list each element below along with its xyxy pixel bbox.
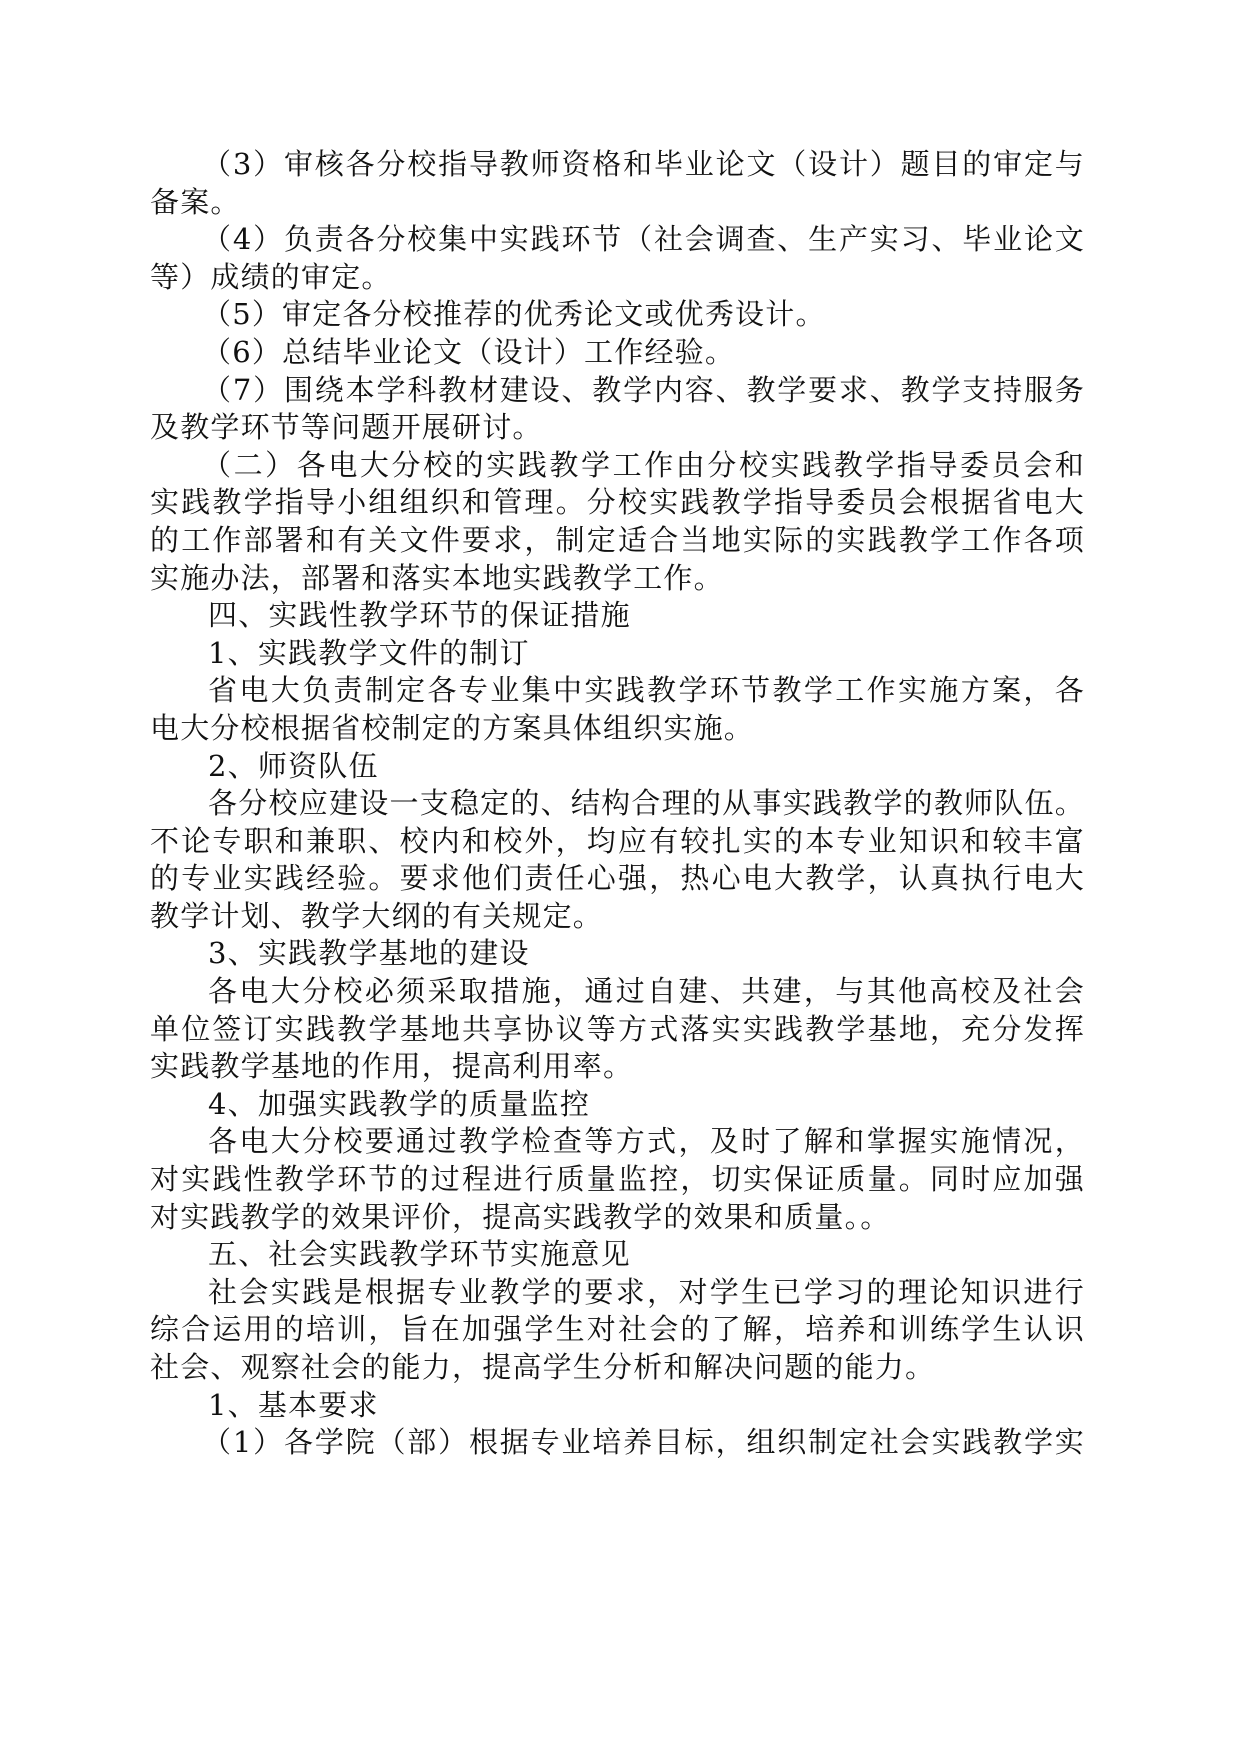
text-line: 对实践教学的效果评价，提高实践教学的效果和质量。。 [150, 1199, 891, 1234]
text-line: 各电大分校要通过教学检查等方式，及时了解和掌握实施情况， [208, 1124, 1085, 1159]
text-line: （6）总结毕业论文（设计）工作经验。 [202, 334, 736, 369]
text-line: 的专业实践经验。要求他们责任心强，热心电大教学，认真执行电大 [150, 861, 1085, 896]
text-line: 2、师资队伍 [208, 748, 379, 783]
text-line: （7）围绕本学科教材建设、教学内容、教学要求、教学支持服务 [202, 372, 1085, 407]
text-line: 实践教学指导小组组织和管理。分校实践教学指导委员会根据省电大 [150, 485, 1085, 520]
text-line: 四、实践性教学环节的保证措施 [208, 598, 631, 633]
text-line: 3、实践教学基地的建设 [208, 936, 530, 971]
text-line: 对实践性教学环节的过程进行质量监控，切实保证质量。同时应加强 [150, 1162, 1085, 1197]
text-line: 社会、观察社会的能力，提高学生分析和解决问题的能力。 [150, 1350, 936, 1384]
text-line: 五、社会实践教学环节实施意见 [208, 1237, 631, 1272]
text-line: 社会实践是根据专业教学的要求，对学生已学习的理论知识进行 [208, 1274, 1085, 1309]
text-line: （5）审定各分校推荐的优秀论文或优秀设计。 [202, 297, 826, 332]
text-line: 1、基本要求 [208, 1387, 379, 1422]
text-line: 电大分校根据省校制定的方案具体组织实施。 [150, 710, 755, 745]
text-line: 等）成绩的审定。 [150, 259, 392, 294]
text-line: 及教学环节等问题开展研讨。 [150, 410, 543, 445]
text-line: 各电大分校必须采取措施，通过自建、共建，与其他高校及社会 [208, 974, 1085, 1009]
text-line: 省电大负责制定各专业集中实践教学环节教学工作实施方案，各 [208, 673, 1085, 708]
text-line: 教学计划、教学大纲的有关规定。 [150, 898, 604, 933]
document-body [150, 146, 1085, 1462]
text-line: （二）各电大分校的实践教学工作由分校实践教学指导委员会和 [202, 447, 1085, 482]
text-line: 的工作部署和有关文件要求，制定适合当地实际的实践教学工作各项 [150, 522, 1085, 557]
text-line: 实施办法，部署和落实本地实践教学工作。 [150, 560, 724, 595]
text-line: 4、加强实践教学的质量监控 [208, 1086, 591, 1121]
text-line: 1、实践教学文件的制订 [208, 635, 530, 670]
text-line: 单位签订实践教学基地共享协议等方式落实实践教学基地，充分发挥 [150, 1011, 1085, 1046]
text-line: 备案。 [150, 184, 241, 219]
text-line: （1）各学院（部）根据专业培养目标，组织制定社会实践教学实 [202, 1425, 1085, 1460]
text-line: 各分校应建设一支稳定的、结构合理的从事实践教学的教师队伍。 [208, 786, 1085, 821]
text-line: 不论专职和兼职、校内和校外，均应有较扎实的本专业知识和较丰富 [150, 823, 1085, 858]
text-line: （4）负责各分校集中实践环节（社会调查、生产实习、毕业论文 [202, 222, 1085, 257]
text-line: 综合运用的培训，旨在加强学生对社会的了解，培养和训练学生认识 [150, 1312, 1085, 1347]
text-line: （3）审核各分校指导教师资格和毕业论文（设计）题目的审定与 [202, 147, 1085, 181]
text-line: 实践教学基地的作用，提高利用率。 [150, 1049, 634, 1084]
